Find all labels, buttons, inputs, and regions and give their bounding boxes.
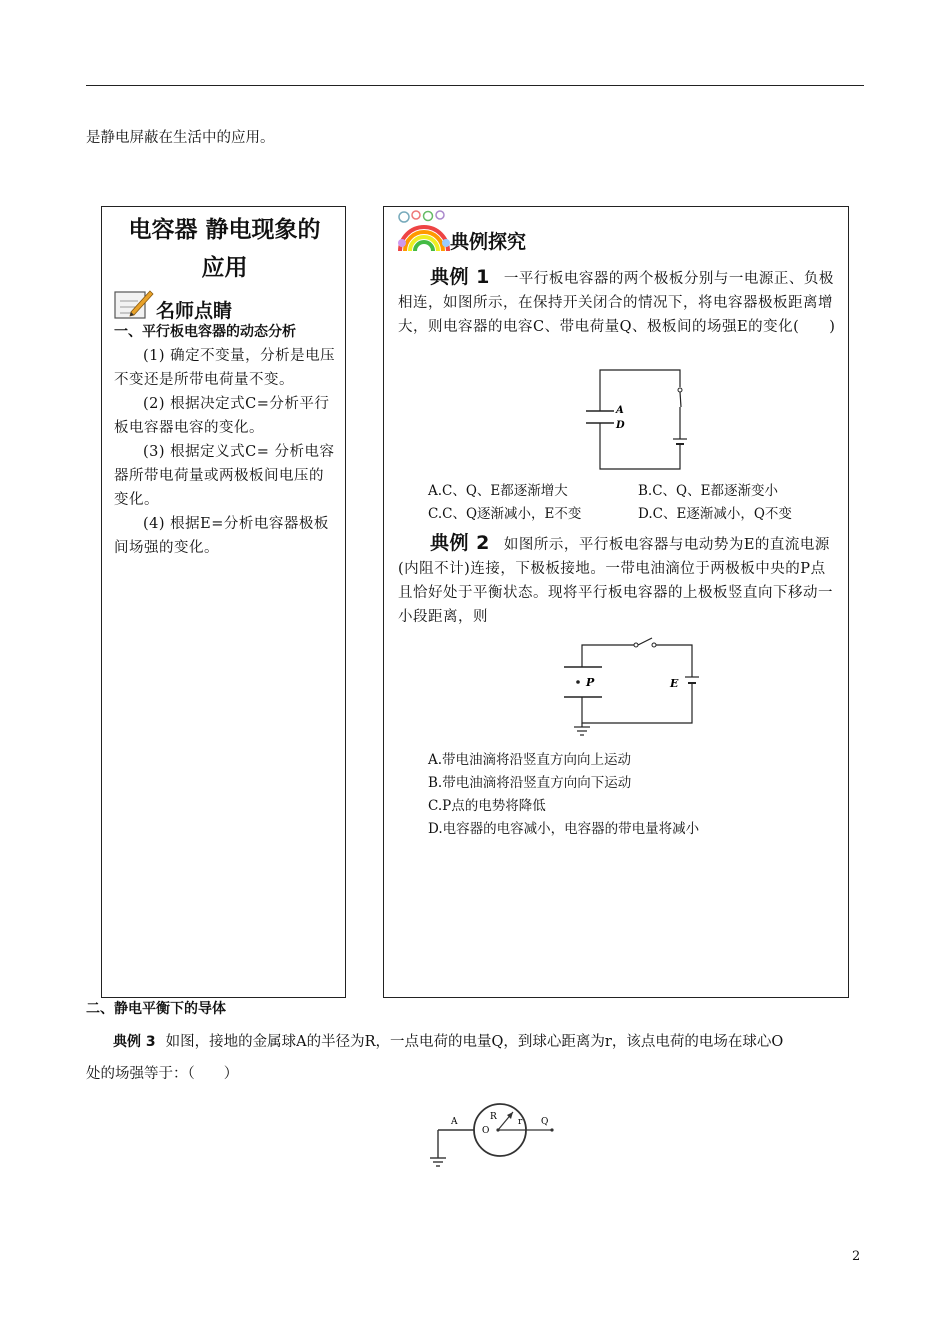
circuit-diagram-1 (574, 365, 704, 475)
right-panel (383, 206, 849, 998)
label-q: Q (541, 1117, 549, 1127)
panel-title-line1: 电容器 静电现象的 (128, 217, 321, 243)
label-distance: r (518, 1117, 523, 1127)
example3-label: 典例 3 (113, 1034, 156, 1050)
circuit-diagram-2 (556, 633, 704, 737)
examples-heading: 典例探究 (450, 231, 527, 253)
example1-label: 典例 1 (430, 266, 490, 288)
ex1-option-a: A.C、Q、E都逐渐增大 (428, 483, 568, 499)
header-rule (86, 85, 864, 86)
ex2-option-c: C.P点的电势将降低 (428, 798, 546, 814)
point-1: (1) 确定不变量，分析是电压不变还是所带电荷量不变。 (114, 348, 336, 388)
example2-body (398, 531, 840, 629)
analysis-points (114, 344, 337, 560)
example3-body (86, 1030, 876, 1086)
sphere-diagram (428, 1096, 558, 1172)
point-label-p: P (586, 676, 595, 689)
section-heading: 一、平行板电容器的动态分析 (114, 324, 296, 340)
ex2-option-d: D.电容器的电容减小，电容器的带电量将减小 (428, 821, 700, 837)
example2-label: 典例 2 (430, 532, 490, 554)
intro-line: 是静电屏蔽在生活中的应用。 (86, 130, 275, 146)
example3-text-line2: 处的场强等于：（ ） (86, 1066, 239, 1082)
label-a: A (451, 1117, 458, 1127)
panel-title-line2: 应用 (201, 255, 248, 281)
ex1-option-b: B.C、Q、E都逐渐变小 (638, 483, 778, 499)
ex2-option-a: A.带电油滴将沿竖直方向向上运动 (428, 752, 632, 768)
label-o: O (482, 1126, 490, 1136)
pencil-note-icon (114, 289, 154, 321)
example1-text: 一平行板电容器的两个极板分别与一电源正、负极相连，如图所示，在保持开关闭合的情况下，将电容器极板距离增大，则电容器的电容C、带电荷量Q、极板间的场强E的变化( ) (398, 271, 836, 335)
ex1-option-c: C.C、Q逐渐减小，E不变 (428, 506, 582, 522)
point-2: (2) 根据决定式C=分析平行板电容器电容的变化。 (114, 396, 330, 436)
teacher-heading: 名师点睛 (156, 300, 233, 322)
page-number: 2 (852, 1249, 861, 1264)
point-3: (3) 根据定义式C= 分析电容器所带电荷量或两极板间电压的变化。 (114, 444, 335, 508)
example3-text-line1: 如图，接地的金属球A的半径为R，一点电荷的电量Q，到球心距离为r，该点电荷的电场在球心O (165, 1034, 784, 1050)
example2-options (428, 749, 848, 841)
example1-options (428, 480, 848, 526)
ex2-option-b: B.带电油滴将沿竖直方向向下运动 (428, 775, 632, 791)
source-label-e: E (670, 677, 679, 690)
example2-text: 如图所示，平行板电容器与电动势为E的直流电源(内阻不计)连接，下极板接地。一带电油滴位于两极板中央的P点且恰好处于平衡状态。现将平行板电容器的上极板竖直向下移动一小段距离，则 (398, 537, 833, 625)
left-panel (101, 206, 346, 998)
point-4: (4) 根据E=分析电容器极板间场强的变化。 (114, 516, 329, 556)
ex1-option-d: D.C、E逐渐减小，Q不变 (638, 506, 792, 522)
label-radius: R (490, 1112, 497, 1122)
panel-title (102, 211, 347, 287)
plate-label-d: D (616, 420, 625, 431)
section2-heading: 二、静电平衡下的导体 (86, 1001, 226, 1017)
rainbow-icon (394, 209, 452, 253)
plate-label-a: A (616, 405, 624, 416)
example1-body (398, 265, 840, 339)
